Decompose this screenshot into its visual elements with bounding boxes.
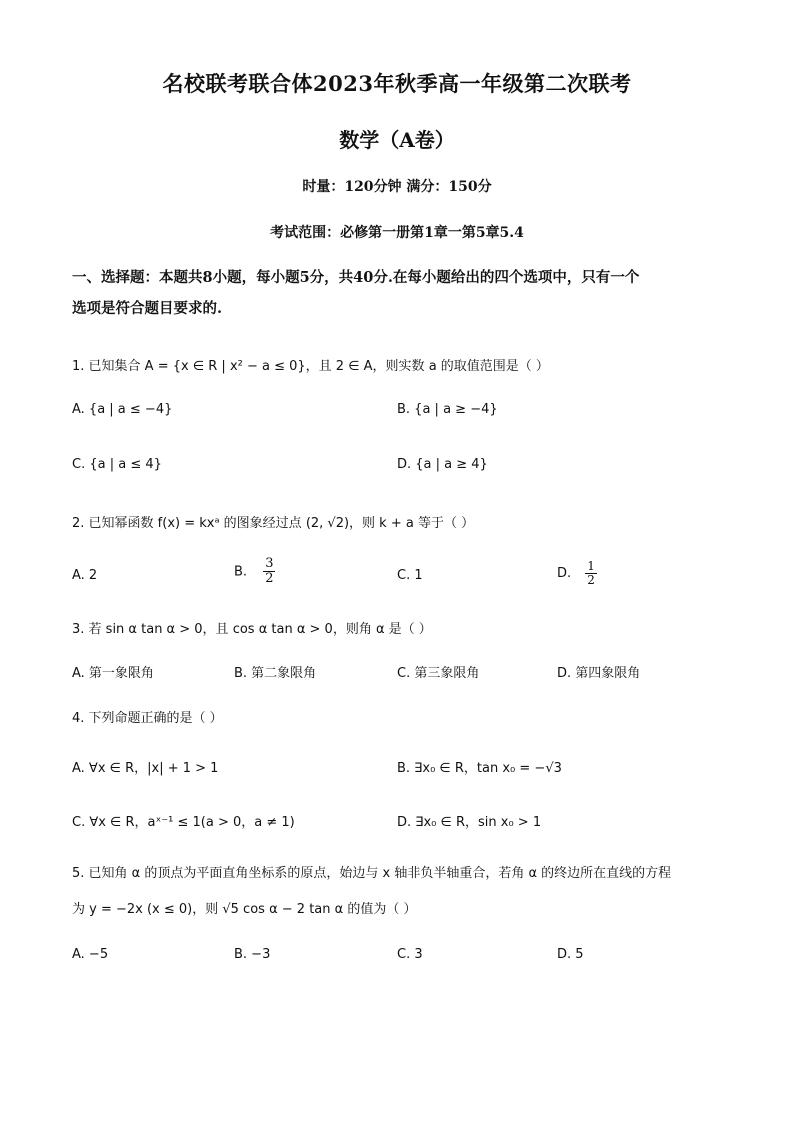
question-2-option-d <box>557 560 597 587</box>
section-heading-line1: 一、选择题：本题共8小题，每小题5分，共40分.在每小题给出的四个选项中，只有一个 <box>72 269 640 286</box>
question-2-option-b <box>234 557 275 587</box>
fraction-denominator: 2 <box>587 573 595 588</box>
question-3-option-d: D. 第四象限角 <box>557 666 641 681</box>
exam-scope: 考试范围：必修第一册第1章一第5章5.4 <box>270 225 524 241</box>
fraction-numerator: 1 <box>587 559 595 573</box>
question-4-option-d: D. ∃x₀ ∈ R，sin x₀ > 1 <box>397 815 542 830</box>
exam-subject: 数学（A卷） <box>339 128 455 152</box>
question-4-option-c: C. ∀x ∈ R，aˣ⁻¹ ≤ 1(a > 0，a ≠ 1) <box>72 815 295 830</box>
question-4-option-b: B. ∃x₀ ∈ R，tan x₀ = −√3 <box>397 761 562 776</box>
question-2-option-b-fraction <box>263 557 275 587</box>
question-3-stem: 3. 若 sin α tan α > 0，且 cos α tan α > 0，则角 α 是（ ） <box>72 622 432 637</box>
question-1-option-b: B. {a | a ≥ −4} <box>397 402 498 417</box>
question-1-stem: 1. 已知集合 A = {x ∈ R | x² − a ≤ 0}，且 2 ∈ A，则实数 a 的取值范围是（ ） <box>72 359 549 374</box>
exam-title: 名校联考联合体2023年秋季高一年级第二次联考 <box>162 71 632 96</box>
question-3-option-c: C. 第三象限角 <box>397 666 480 681</box>
question-1-option-a: A. {a | a ≤ −4} <box>72 402 173 417</box>
question-5-option-a: A. −5 <box>72 947 109 962</box>
question-4-option-a: A. ∀x ∈ R，|x| + 1 > 1 <box>72 761 219 776</box>
question-3-option-a: A. 第一象限角 <box>72 666 154 681</box>
question-2-option-d-fraction <box>585 560 597 587</box>
question-5-stem-line2: 为 y = −2x (x ≤ 0)，则 √5 cos α − 2 tan α 的值为（ ） <box>72 902 417 917</box>
section-heading-line2: 选项是符合题目要求的. <box>72 300 223 317</box>
question-5-option-b: B. −3 <box>234 947 271 962</box>
question-5-stem-line1: 5. 已知角 α 的顶点为平面直角坐标系的原点，始边与 x 轴非负半轴重合，若角 α 的终边所在直线的方程 <box>72 866 672 881</box>
question-3-option-b: B. 第二象限角 <box>234 666 317 681</box>
question-1-option-d: D. {a | a ≥ 4} <box>397 457 488 472</box>
question-5-option-c: C. 3 <box>397 947 423 962</box>
question-1-option-c: C. {a | a ≤ 4} <box>72 457 162 472</box>
fraction-numerator: 3 <box>265 556 274 571</box>
question-2-option-a: A. 2 <box>72 568 98 583</box>
question-4-stem: 4. 下列命题正确的是（ ） <box>72 711 223 726</box>
question-5-option-d: D. 5 <box>557 947 584 962</box>
exam-time-info: 时量：120分钟 满分：150分 <box>302 179 492 195</box>
question-2-stem: 2. 已知幂函数 f(x) = kxᵃ 的图象经过点 (2, √2)，则 k + a 等于（ ） <box>72 516 475 531</box>
fraction-denominator: 2 <box>265 571 274 587</box>
question-2-option-c: C. 1 <box>397 568 423 583</box>
question-2-option-b-label: B. <box>234 564 248 580</box>
question-2-option-d-label: D. <box>557 566 572 582</box>
